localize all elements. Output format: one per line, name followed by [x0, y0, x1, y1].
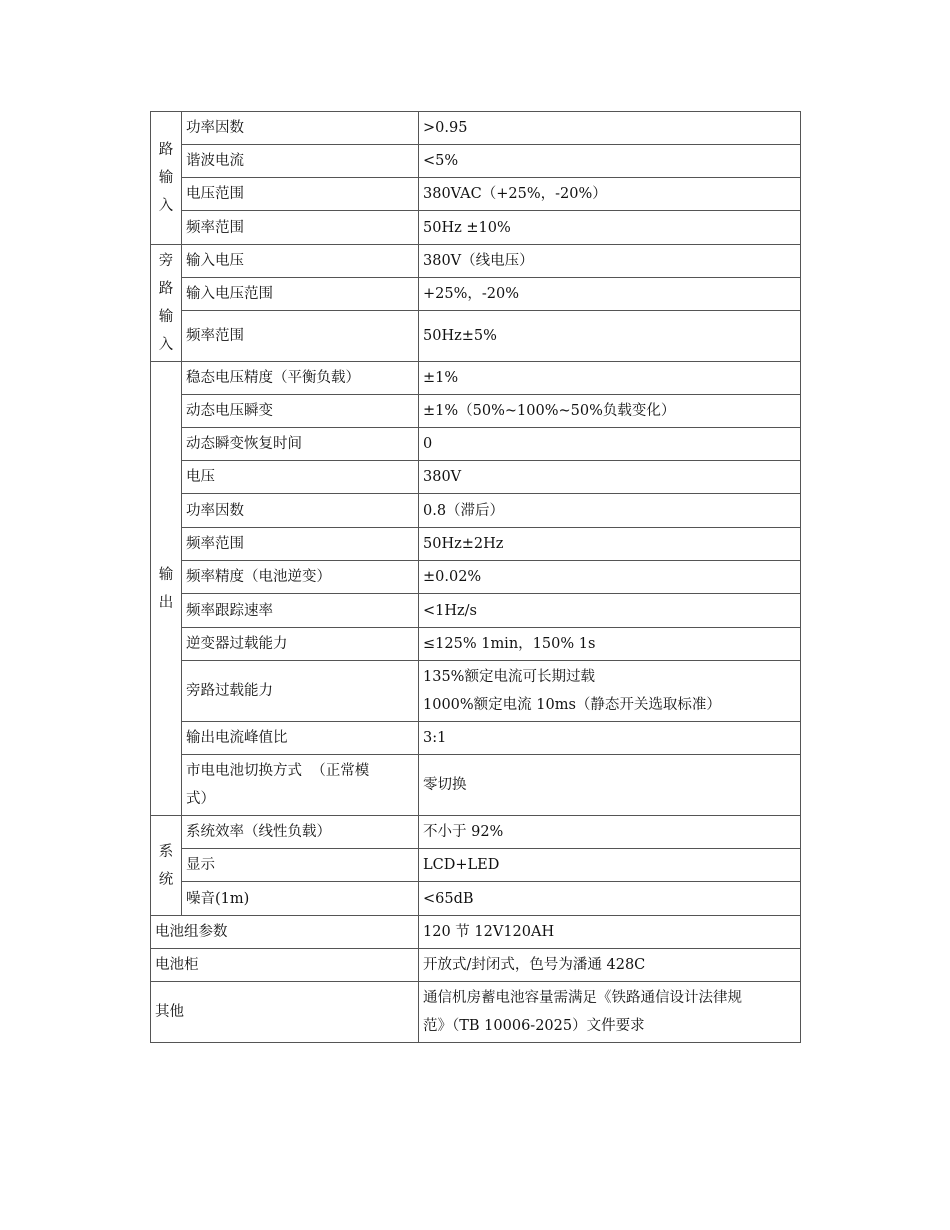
value-cell: 50Hz±5%: [419, 311, 801, 362]
value-line: 135%额定电流可长期过载: [423, 669, 595, 685]
value-cell: <1Hz/s: [419, 594, 801, 628]
table-row: [151, 628, 801, 661]
table-row: [151, 362, 801, 395]
param-cell: 电池组参数: [151, 916, 419, 949]
value-cell: <5%: [419, 145, 801, 178]
value-cell: ±1%（50%~100%~50%负载变化）: [419, 395, 801, 428]
value-cell: >0.95: [419, 112, 801, 145]
table-row: [151, 882, 801, 916]
table-row: [151, 428, 801, 461]
value-cell: 零切换: [419, 755, 801, 816]
value-cell: [419, 661, 801, 722]
value-cell: <65dB: [419, 882, 801, 916]
param-cell: 频率范围: [182, 528, 419, 561]
param-cell: 功率因数: [182, 494, 419, 528]
table-row: [151, 561, 801, 594]
table-row: [151, 278, 801, 311]
table-row: [151, 178, 801, 211]
value-cell: 开放式/封闭式，色号为潘通 428C: [419, 949, 801, 982]
table-row: [151, 816, 801, 849]
table-row: [151, 494, 801, 528]
table-row: [151, 311, 801, 362]
table-row: [151, 755, 801, 816]
param-cell: 输出电流峰值比: [182, 722, 419, 755]
group-label-system: 系统: [151, 816, 182, 916]
param-cell: 旁路过载能力: [182, 661, 419, 722]
value-cell: 不小于 92%: [419, 816, 801, 849]
value-cell: 380VAC（+25%，-20%）: [419, 178, 801, 211]
param-cell: [182, 755, 419, 816]
value-line: 1000%额定电流 10ms（静态开关选取标准）: [423, 697, 721, 713]
value-cell: 50Hz ±10%: [419, 211, 801, 245]
value-cell: 380V（线电压）: [419, 245, 801, 278]
param-cell: 频率范围: [182, 311, 419, 362]
value-cell: 120 节 12V120AH: [419, 916, 801, 949]
param-cell: 电池柜: [151, 949, 419, 982]
value-cell: 380V: [419, 461, 801, 494]
param-line: 市电电池切换方式 （正常模: [186, 763, 370, 779]
value-cell: ≤125% 1min，150% 1s: [419, 628, 801, 661]
table-row: [151, 982, 801, 1043]
value-line: 通信机房蓄电池容量需满足《铁路通信设计法律规: [423, 990, 742, 1006]
param-cell: 显示: [182, 849, 419, 882]
spec-table: [150, 111, 801, 1043]
value-cell: ±0.02%: [419, 561, 801, 594]
table-row: [151, 245, 801, 278]
param-cell: 输入电压: [182, 245, 419, 278]
param-cell: 谐波电流: [182, 145, 419, 178]
param-cell: 频率跟踪速率: [182, 594, 419, 628]
value-cell: 0: [419, 428, 801, 461]
table-row: [151, 395, 801, 428]
value-cell: LCD+LED: [419, 849, 801, 882]
table-row: [151, 461, 801, 494]
group-label-input: 路输入: [151, 112, 182, 245]
table-row: [151, 112, 801, 145]
table-row: [151, 528, 801, 561]
param-cell: 逆变器过载能力: [182, 628, 419, 661]
param-cell: 功率因数: [182, 112, 419, 145]
param-cell: 动态瞬变恢复时间: [182, 428, 419, 461]
value-cell: +25%，-20%: [419, 278, 801, 311]
param-cell: 系统效率（线性负载）: [182, 816, 419, 849]
table-row: [151, 849, 801, 882]
param-cell: 频率范围: [182, 211, 419, 245]
value-cell: 50Hz±2Hz: [419, 528, 801, 561]
table-row: [151, 661, 801, 722]
table-row: [151, 722, 801, 755]
param-line: 式）: [186, 791, 215, 807]
param-cell: 稳态电压精度（平衡负载）: [182, 362, 419, 395]
value-cell: 0.8（滞后）: [419, 494, 801, 528]
param-cell: 输入电压范围: [182, 278, 419, 311]
table-row: [151, 949, 801, 982]
param-cell: 动态电压瞬变: [182, 395, 419, 428]
value-line: 范》（TB 10006-2025）文件要求: [423, 1018, 645, 1034]
param-cell: 电压范围: [182, 178, 419, 211]
value-cell: [419, 982, 801, 1043]
param-cell: 其他: [151, 982, 419, 1043]
group-label-output: 输出: [151, 362, 182, 816]
value-cell: 3:1: [419, 722, 801, 755]
param-cell: 电压: [182, 461, 419, 494]
table-row: [151, 211, 801, 245]
table-row: [151, 916, 801, 949]
param-cell: 频率精度（电池逆变）: [182, 561, 419, 594]
table-row: [151, 594, 801, 628]
param-cell: 噪音(1m): [182, 882, 419, 916]
table-row: [151, 145, 801, 178]
group-label-bypass: 旁路输入: [151, 245, 182, 362]
value-cell: ±1%: [419, 362, 801, 395]
